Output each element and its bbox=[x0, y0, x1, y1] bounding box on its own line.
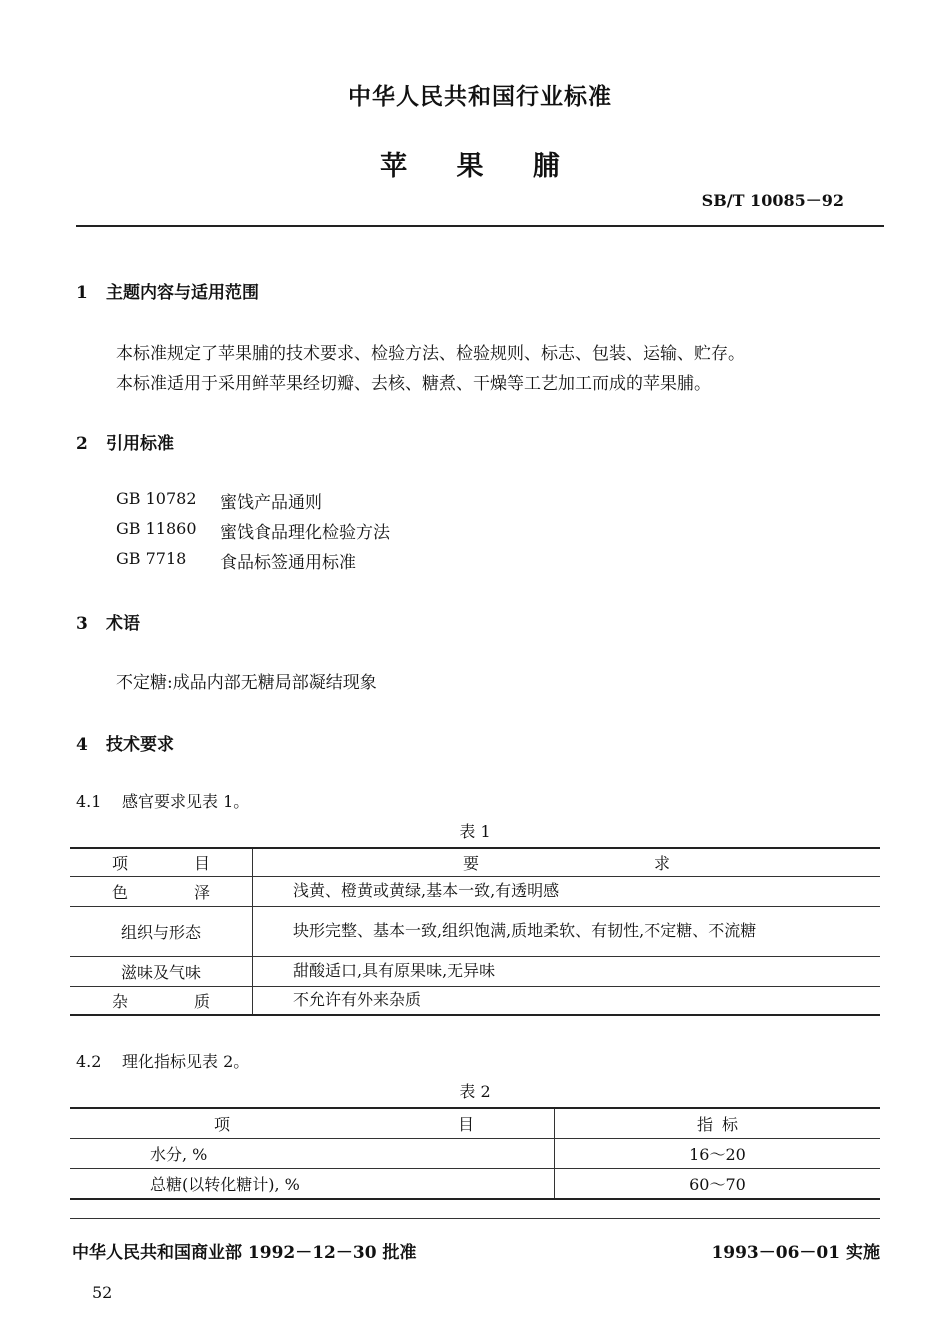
section-1-paragraph-2: 本标准适用于采用鲜苹果经切瓣、去核、糖煮、干燥等工艺加工而成的苹果脯。 bbox=[116, 374, 711, 394]
standard-code: SB/T 10085－92 bbox=[701, 191, 844, 210]
footer-rule bbox=[70, 1218, 880, 1219]
header-item-char: 目 bbox=[457, 1115, 474, 1134]
term-definition: 不定糖:成品内部无糖局部凝结现象 bbox=[116, 673, 377, 693]
item-cell bbox=[70, 876, 253, 906]
requirement-cell: 不允许有外来杂质 bbox=[253, 986, 881, 1015]
item-char: 质 bbox=[193, 991, 210, 1011]
document-title: 苹 果 脯 bbox=[380, 151, 580, 182]
table-header-row bbox=[70, 848, 880, 876]
section-1-title: 主题内容与适用范围 bbox=[106, 283, 259, 303]
page-number: 52 bbox=[92, 1283, 113, 1302]
subsection-4-1-number: 4.1 bbox=[76, 792, 102, 811]
section-2-title: 引用标准 bbox=[106, 434, 174, 454]
table-row bbox=[70, 956, 880, 986]
table-row bbox=[70, 876, 880, 906]
effective-date: 1993－06－01 实施 bbox=[711, 1243, 880, 1263]
value-cell: 16～20 bbox=[555, 1139, 881, 1169]
table-row bbox=[70, 1169, 880, 1200]
physicochemical-index-table bbox=[70, 1107, 880, 1200]
item-cell: 滋味及气味 bbox=[70, 956, 253, 986]
section-1-number: 1 bbox=[76, 283, 88, 303]
reference-code: GB 7718 bbox=[116, 549, 187, 568]
header-item-char: 项 bbox=[112, 853, 129, 873]
reference-title: 蜜饯食品理化检验方法 bbox=[220, 523, 390, 543]
requirement-cell: 甜酸适口,具有原果味,无异味 bbox=[253, 956, 881, 986]
section-4-heading bbox=[76, 730, 174, 755]
table-row bbox=[70, 906, 880, 956]
item-cell: 总糖(以转化糖计), % bbox=[70, 1169, 555, 1200]
standard-title: 中华人民共和国行业标准 bbox=[348, 83, 612, 110]
value-cell: 60～70 bbox=[555, 1169, 881, 1200]
header-item-char: 项 bbox=[214, 1115, 231, 1134]
header-requirement-cell bbox=[253, 848, 881, 876]
header-index-cell bbox=[555, 1108, 881, 1139]
item-cell: 组织与形态 bbox=[70, 906, 253, 956]
header-index-char: 指 bbox=[697, 1115, 714, 1134]
subsection-4-2-text: 理化指标见表 2。 bbox=[122, 1052, 250, 1071]
sensory-requirements-table bbox=[70, 847, 880, 1016]
item-char: 色 bbox=[112, 882, 129, 902]
reference-title: 食品标签通用标准 bbox=[220, 553, 356, 573]
header-index-char: 标 bbox=[721, 1115, 738, 1134]
item-cell bbox=[70, 986, 253, 1015]
requirement-cell: 浅黄、橙黄或黄绿,基本一致,有透明感 bbox=[253, 876, 881, 906]
item-char: 杂 bbox=[112, 991, 129, 1011]
header-requirement-char: 要 bbox=[463, 853, 480, 873]
table-2-caption: 表 2 bbox=[459, 1082, 491, 1101]
section-4-title: 技术要求 bbox=[106, 735, 174, 755]
approval-statement: 中华人民共和国商业部 1992－12－30 批准 bbox=[72, 1243, 417, 1263]
header-item-cell bbox=[70, 848, 253, 876]
section-3-number: 3 bbox=[76, 614, 88, 634]
header-item-char: 目 bbox=[193, 853, 210, 873]
table-1-caption: 表 1 bbox=[459, 822, 491, 841]
header-item-cell bbox=[70, 1108, 555, 1139]
reference-code: GB 11860 bbox=[116, 519, 197, 538]
section-4-number: 4 bbox=[76, 735, 88, 755]
section-2-number: 2 bbox=[76, 434, 88, 454]
subsection-4-2-number: 4.2 bbox=[76, 1052, 102, 1071]
header-rule bbox=[76, 225, 884, 227]
item-char: 泽 bbox=[193, 882, 210, 902]
subsection-4-2 bbox=[76, 1049, 249, 1072]
table-header-row bbox=[70, 1108, 880, 1139]
item-cell: 水分, % bbox=[70, 1139, 555, 1169]
requirement-cell: 块形完整、基本一致,组织饱满,质地柔软、有韧性,不定糖、不流糖 bbox=[253, 906, 881, 956]
section-3-heading bbox=[76, 609, 140, 634]
subsection-4-1 bbox=[76, 789, 249, 812]
section-3-title: 术语 bbox=[106, 614, 140, 634]
reference-title: 蜜饯产品通则 bbox=[220, 493, 322, 513]
section-2-heading bbox=[76, 429, 174, 454]
section-1-paragraph-1: 本标准规定了苹果脯的技术要求、检验方法、检验规则、标志、包装、运输、贮存。 bbox=[116, 344, 745, 364]
header-requirement-char: 求 bbox=[653, 853, 670, 873]
table-row bbox=[70, 986, 880, 1015]
reference-code: GB 10782 bbox=[116, 489, 197, 508]
subsection-4-1-text: 感官要求见表 1。 bbox=[122, 792, 250, 811]
table-row bbox=[70, 1139, 880, 1169]
section-1-heading bbox=[76, 278, 259, 303]
